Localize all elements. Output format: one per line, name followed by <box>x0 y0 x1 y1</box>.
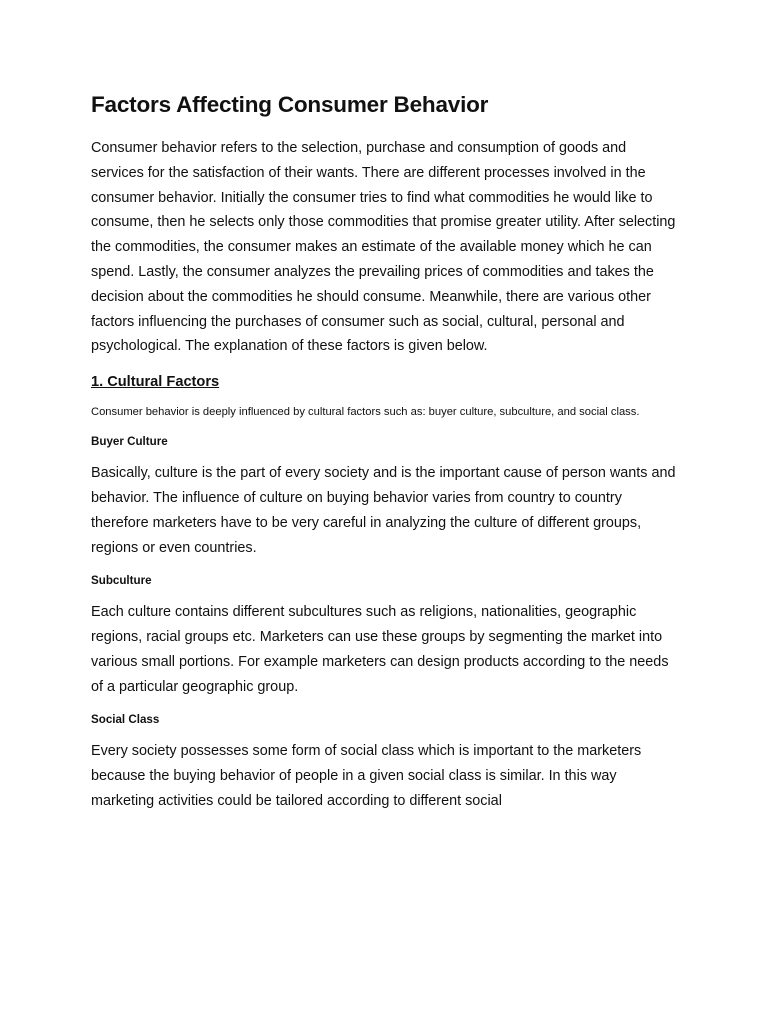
subculture-paragraph: Each culture contains different subcultures such as religions, nationalities, geographic regions, racial groups etc. Marketers can use these groups by segmenting the market into various small portions. For example marketers can design products according to the needs of a particular geographic group. <box>91 604 669 696</box>
social-class-paragraph: Every society possesses some form of social class which is important to the marketers because the buying behavior of people in a given social class is similar. In this way marketing activities could be tailored according to different social <box>91 743 642 810</box>
section-heading-cultural-factors: 1. Cultural Factors <box>91 374 220 391</box>
intro-paragraph: Consumer behavior refers to the selection, purchase and consumption of goods and services for the satisfaction of their wants. There are different processes involved in the consumer behavior. Initially the consumer tries to find what commodities he would like to consume, then he selects only those commodities that promise greater utility. After selecting the commodities, the consumer makes an estimate of the available money which he can spend. Lastly, the consumer analyzes the prevailing prices of commodities and takes the decision about the commodities he should consume. Meanwhile, there are various other factors influencing the purchases of consumer such as social, cultural, personal and psychological. The explanation of these factors is given below. <box>91 140 676 355</box>
section-intro-paragraph: Consumer behavior is deeply influenced by cultural factors such as: buyer culture, subculture, and social class. <box>91 406 640 419</box>
subheading-social-class: Social Class <box>91 713 160 727</box>
document-page <box>91 88 681 814</box>
subheading-buyer-culture: Buyer Culture <box>91 435 168 449</box>
document-title: Factors Affecting Consumer Behavior <box>91 92 489 117</box>
buyer-culture-paragraph: Basically, culture is the part of every society and is the important cause of person wants and behavior. The influence of culture on buying behavior varies from country to country therefore marketers have to be very careful in analyzing the culture of different groups, regions or even countries. <box>91 465 676 557</box>
subheading-subculture: Subculture <box>91 574 152 588</box>
